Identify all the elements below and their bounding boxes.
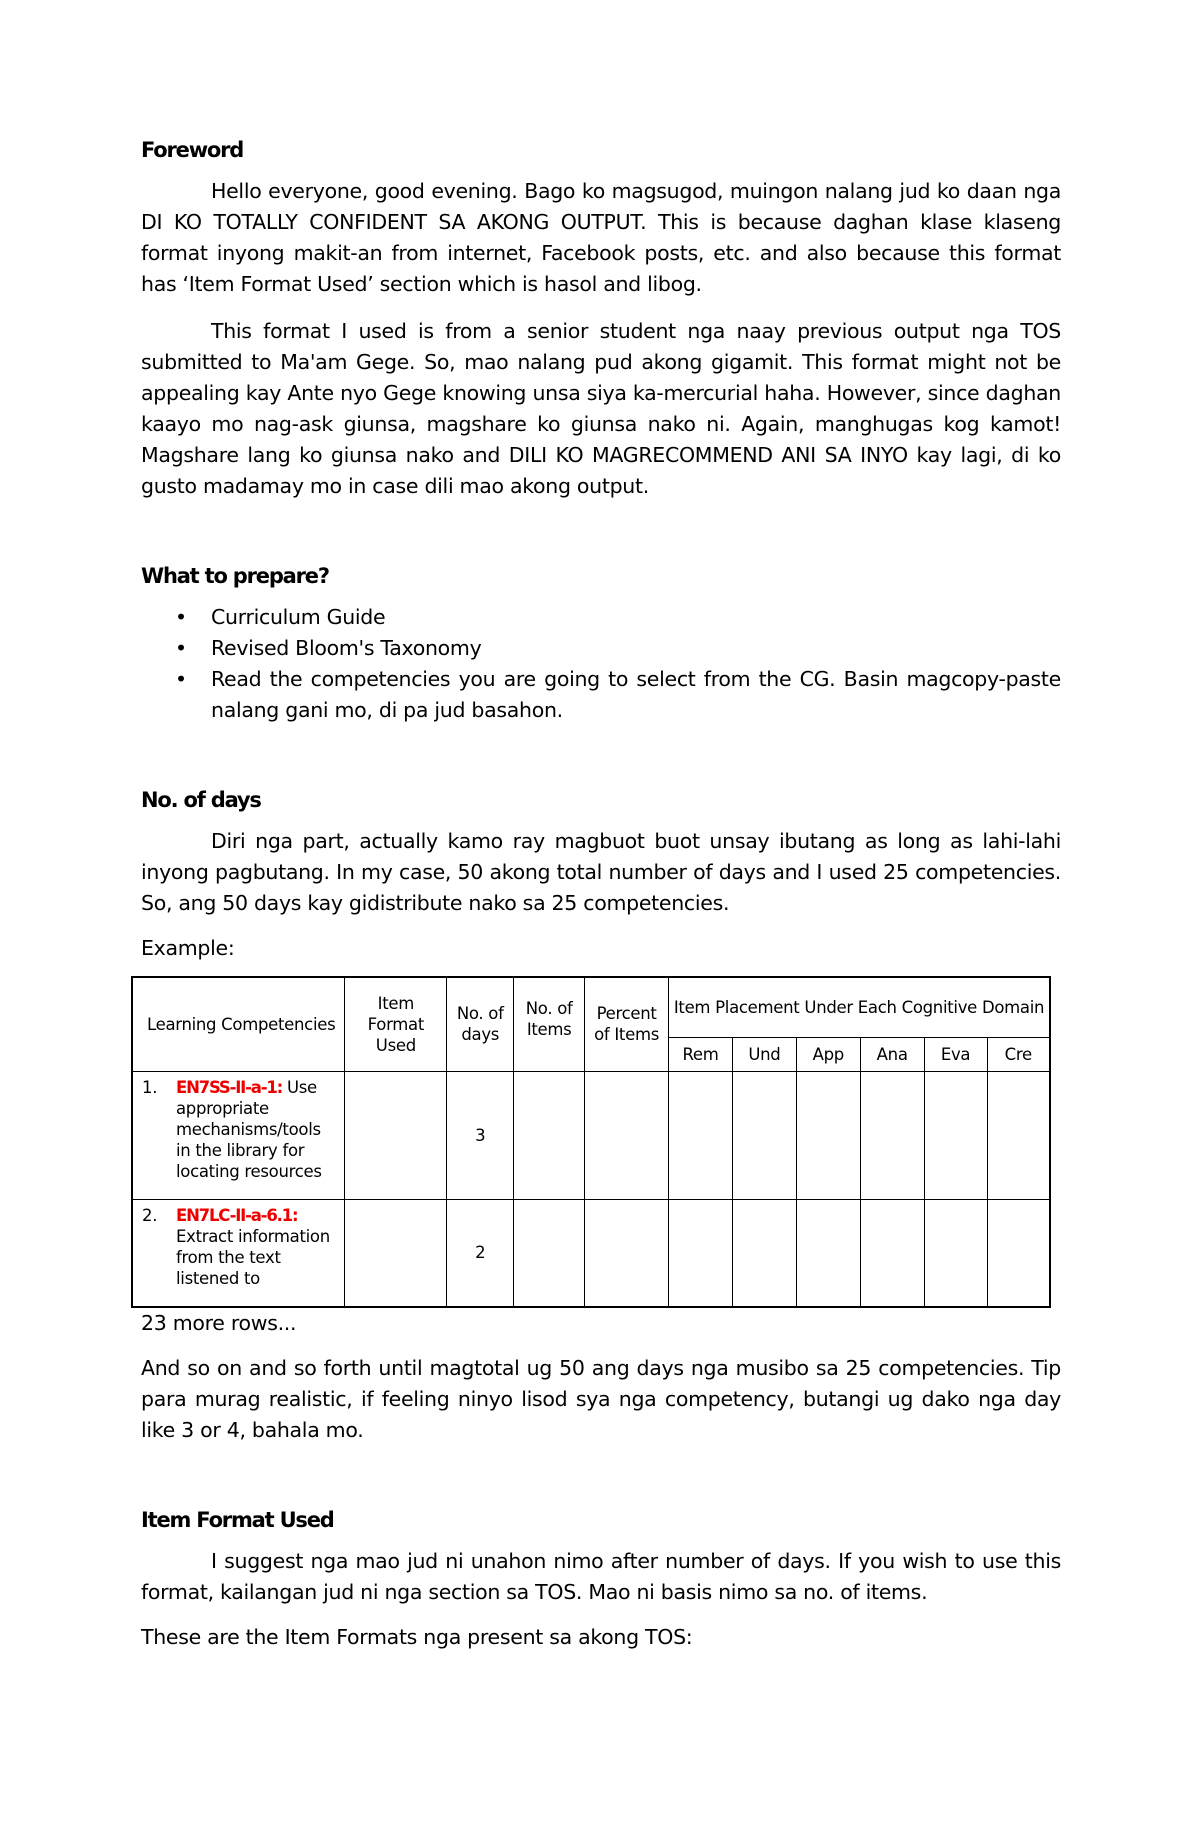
table-row — [132, 1071, 1050, 1199]
domain-cell — [924, 1071, 987, 1199]
foreword-paragraph-2: This format I used is from a senior student nga naay previous output nga TOS submitted to Ma'am Gege. So, mao nalang pud akong gigamit. This format might not be appealing kay Ante nyo Gege knowing unsa siya ka-mercurial haha. However, since daghan kaayo mo nag-ask giunsa, magshare ko giunsa nako ni. Again, manghugas kog kamot! Magshare lang ko giunsa nako and DILI KO MAGRECOMMEND ANI SA INYO kay lagi, di ko gusto madamay mo in case dili mao akong output. — [141, 319, 1061, 498]
format-cell — [345, 1071, 447, 1199]
domain-cell — [987, 1199, 1050, 1307]
prepare-heading: What to prepare? — [141, 564, 329, 588]
competency-text: Use appropriate mechanisms/tools in the library for locating resources — [176, 1077, 322, 1181]
example-label: Example: — [141, 936, 235, 960]
domain-cell — [860, 1199, 924, 1307]
domain-cell — [669, 1071, 733, 1199]
list-item-text: Curriculum Guide — [211, 605, 386, 629]
domain-cell — [796, 1199, 860, 1307]
bullet-icon: • — [175, 636, 187, 660]
domain-cell — [732, 1199, 796, 1307]
header-domain-app: App — [796, 1037, 860, 1071]
domain-cell — [924, 1199, 987, 1307]
tos-table-wrapper — [131, 976, 1061, 1308]
list-item — [141, 633, 1061, 664]
format-cell — [345, 1199, 447, 1307]
percent-cell — [585, 1071, 669, 1199]
prepare-list — [141, 602, 1061, 726]
competency-code: EN7SS-II-a-1: — [176, 1077, 283, 1097]
domain-cell — [669, 1199, 733, 1307]
header-cognitive-domain: Item Placement Under Each Cognitive Domain — [669, 977, 1050, 1037]
header-competencies: Learning Competencies — [132, 977, 345, 1071]
document-page — [141, 138, 1061, 1653]
competency-code: EN7LC-II-a-6.1: — [176, 1205, 298, 1225]
list-item-text: Read the competencies you are going to select from the CG. Basin magcopy-paste nalang gani mo, di pa jud basahon. — [211, 667, 1061, 722]
item-format-paragraph-2: These are the Item Formats nga present sa akong TOS: — [141, 1625, 693, 1649]
header-domain-rem: Rem — [669, 1037, 733, 1071]
header-domain-und: Und — [732, 1037, 796, 1071]
competency-text: Extract information from the text listened to — [176, 1226, 330, 1288]
domain-cell — [987, 1071, 1050, 1199]
items-cell — [514, 1199, 585, 1307]
item-format-paragraph: I suggest nga mao jud ni unahon nimo after number of days. If you wish to use this format, kailangan jud ni nga section sa TOS. Mao ni basis nimo sa no. of items. — [141, 1549, 1061, 1604]
header-percent: Percent of Items — [585, 977, 669, 1071]
bullet-icon: • — [175, 667, 187, 691]
header-item-format: Item Format Used — [345, 977, 447, 1071]
competency-cell — [132, 1199, 345, 1307]
foreword-paragraph-1: Hello everyone, good evening. Bago ko magsugod, muingon nalang jud ko daan nga DI KO TOTALLY CONFIDENT SA AKONG OUTPUT. This is because daghan klase klaseng format inyong makit-an from internet, Facebook posts, etc. and also because this format has ‘Item Format Used’ section which is hasol and libog. — [141, 179, 1061, 296]
days-paragraph-2: And so on and so forth until magtotal ug 50 ang days nga musibo sa 25 competencies. Tip para murag realistic, if feeling ninyo lisod sya nga competency, butangi ug dako nga day like 3 or 4, bahala mo. — [141, 1356, 1061, 1442]
more-rows-note: 23 more rows... — [141, 1311, 297, 1335]
header-no-of-items: No. of Items — [514, 977, 585, 1071]
competency-cell — [132, 1071, 345, 1199]
header-domain-cre: Cre — [987, 1037, 1050, 1071]
days-cell: 3 — [447, 1071, 514, 1199]
days-paragraph: Diri nga part, actually kamo ray magbuot buot unsay ibutang as long as lahi-lahi inyong pagbutang. In my case, 50 akong total number of days and I used 25 competencies. So, ang 50 days kay gidistribute nako sa 25 competencies. — [141, 829, 1061, 915]
percent-cell — [585, 1199, 669, 1307]
bullet-icon: • — [175, 605, 187, 629]
domain-cell — [860, 1071, 924, 1199]
table-row — [132, 1199, 1050, 1307]
header-domain-ana: Ana — [860, 1037, 924, 1071]
domain-cell — [732, 1071, 796, 1199]
item-format-heading: Item Format Used — [141, 1508, 334, 1532]
days-heading: No. of days — [141, 788, 261, 812]
tos-table — [131, 976, 1051, 1308]
row-number: 1. — [142, 1077, 158, 1097]
days-cell: 2 — [447, 1199, 514, 1307]
items-cell — [514, 1071, 585, 1199]
header-no-of-days: No. of days — [447, 977, 514, 1071]
foreword-heading: Foreword — [141, 138, 244, 162]
domain-cell — [796, 1071, 860, 1199]
list-item — [141, 664, 1061, 726]
list-item-text: Revised Bloom's Taxonomy — [211, 636, 482, 660]
list-item — [141, 602, 1061, 633]
row-number: 2. — [142, 1205, 158, 1225]
header-domain-eva: Eva — [924, 1037, 987, 1071]
